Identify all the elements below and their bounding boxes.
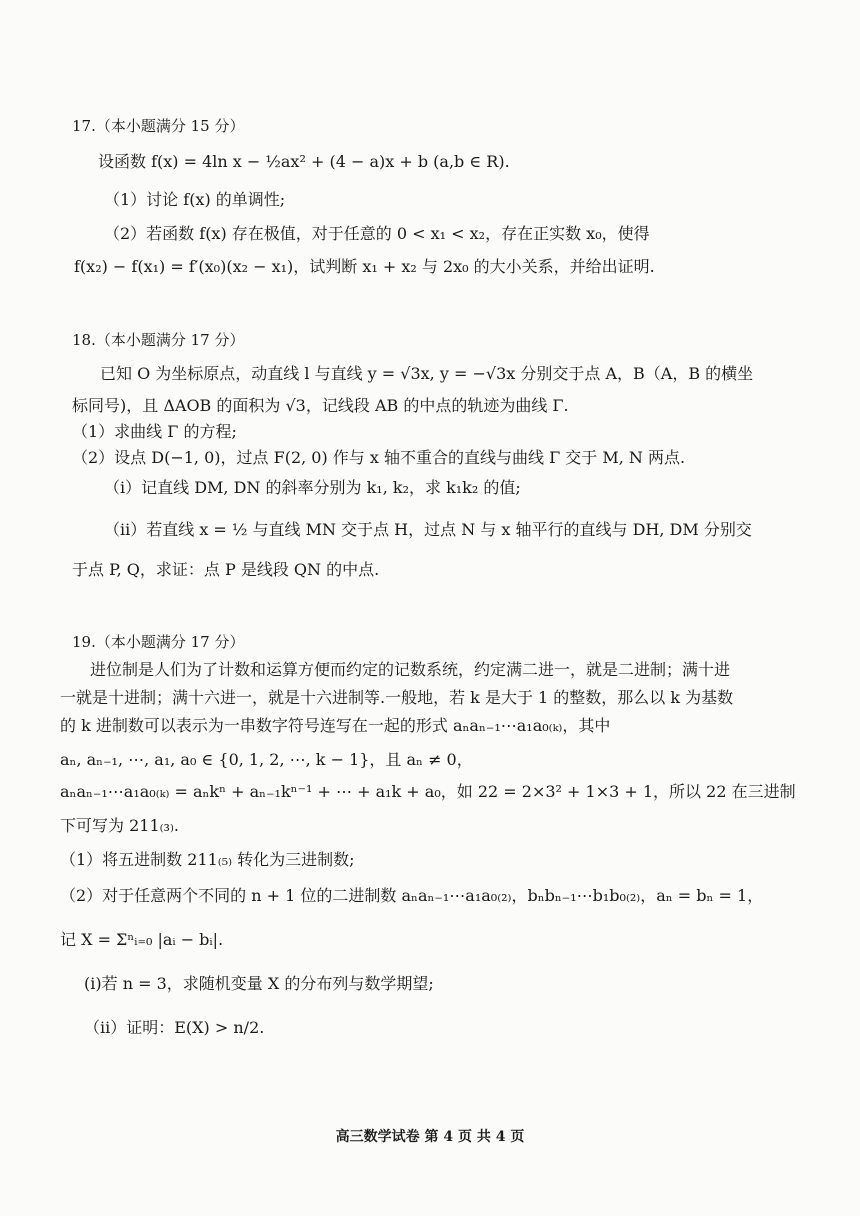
question-19-part-2: （2）对于任意两个不同的 n + 1 位的二进制数 aₙaₙ₋₁⋯a₁a₀₍₂₎，bₙbₙ₋₁⋯b₁b₀₍₂₎，aₙ = bₙ = 1， — [60, 886, 764, 905]
question-18-part-2-i: （i）记直线 DM, DN 的斜率分别为 k₁, k₂，求 k₁k₂ 的值; — [104, 478, 521, 497]
question-19-part-2-i: (i)若 n = 3，求随机变量 X 的分布列与数学期望; — [84, 974, 434, 993]
question-18-part-2-ii: （ii）若直线 x = ½ 与直线 MN 交于点 H，过点 N 与 x 轴平行的直线与 DH, DM 分别交 — [104, 520, 752, 539]
question-18-stem: 已知 O 为坐标原点，动直线 l 与直线 y = √3x, y = −√3x 分别交于点 A，B（A，B 的横坐 — [100, 364, 754, 383]
question-17-stem: 设函数 f(x) = 4ln x − ½ax² + (4 − a)x + b (a,b ∈ R). — [98, 152, 510, 171]
question-17-part-2-cont: f(x₂) − f(x₁) = f′(x₀)(x₂ − x₁)，试判断 x₁ + x₂ 与 2x₀ 的大小关系，并给出证明. — [74, 257, 655, 276]
question-18-part-2: （2）设点 D(−1, 0)，过点 F(2, 0) 作与 x 轴不重合的直线与曲线 Γ 交于 M, N 两点. — [72, 448, 686, 467]
question-18-header: 18.（本小题满分 17 分） — [72, 331, 245, 349]
question-17-part-1: （1）讨论 f(x) 的单调性; — [104, 190, 286, 209]
question-19-stem-2: 一就是十进制；满十六进一，就是十六进制等.一般地，若 k 是大于 1 的整数，那么以 k 为基数 — [60, 688, 734, 707]
question-18-part-1: （1）求曲线 Γ 的方程; — [72, 422, 237, 441]
page-footer: 高三数学试卷 第 4 页 共 4 页 — [335, 1129, 525, 1145]
question-19-header: 19.（本小题满分 17 分） — [72, 633, 245, 651]
question-19-stem-3: 的 k 进制数可以表示为一串数字符号连写在一起的形式 aₙaₙ₋₁⋯a₁a₀₍ₖ₎，其中 — [60, 716, 611, 735]
question-18-stem-cont: 标同号)，且 ΔAOB 的面积为 √3，记线段 AB 的中点的轨迹为曲线 Γ. — [72, 396, 569, 415]
question-19-part-1: （1）将五进制数 211₍₅₎ 转化为三进制数; — [60, 850, 355, 869]
question-19-stem-1: 进位制是人们为了计数和运算方便而约定的记数系统，约定满二进一，就是二进制；满十进 — [90, 660, 731, 679]
question-19-stem-6: 下可写为 211₍₃₎. — [60, 816, 179, 835]
question-17-part-2: （2）若函数 f(x) 存在极值，对于任意的 0 < x₁ < x₂，存在正实数 x₀，使得 — [104, 224, 650, 243]
question-17-header: 17.（本小题满分 15 分） — [72, 117, 245, 135]
question-19-stem-4: aₙ, aₙ₋₁, ⋯, a₁, a₀ ∈ {0, 1, 2, ⋯, k − 1}，且 aₙ ≠ 0， — [60, 750, 473, 769]
question-19-stem-5: aₙaₙ₋₁⋯a₁a₀₍ₖ₎ = aₙkⁿ + aₙ₋₁kⁿ⁻¹ + ⋯ + a₁k + a₀，如 22 = 2×3² + 1×3 + 1，所以 22 在三进制 — [60, 782, 796, 801]
question-18-part-2-ii-cont: 于点 P, Q，求证：点 P 是线段 QN 的中点. — [72, 560, 380, 579]
question-19-part-2-def: 记 X = Σⁿᵢ₌₀ |aᵢ − bᵢ|. — [60, 930, 224, 949]
question-19-part-2-ii: （ii）证明：E(X) > n/2. — [84, 1018, 265, 1037]
